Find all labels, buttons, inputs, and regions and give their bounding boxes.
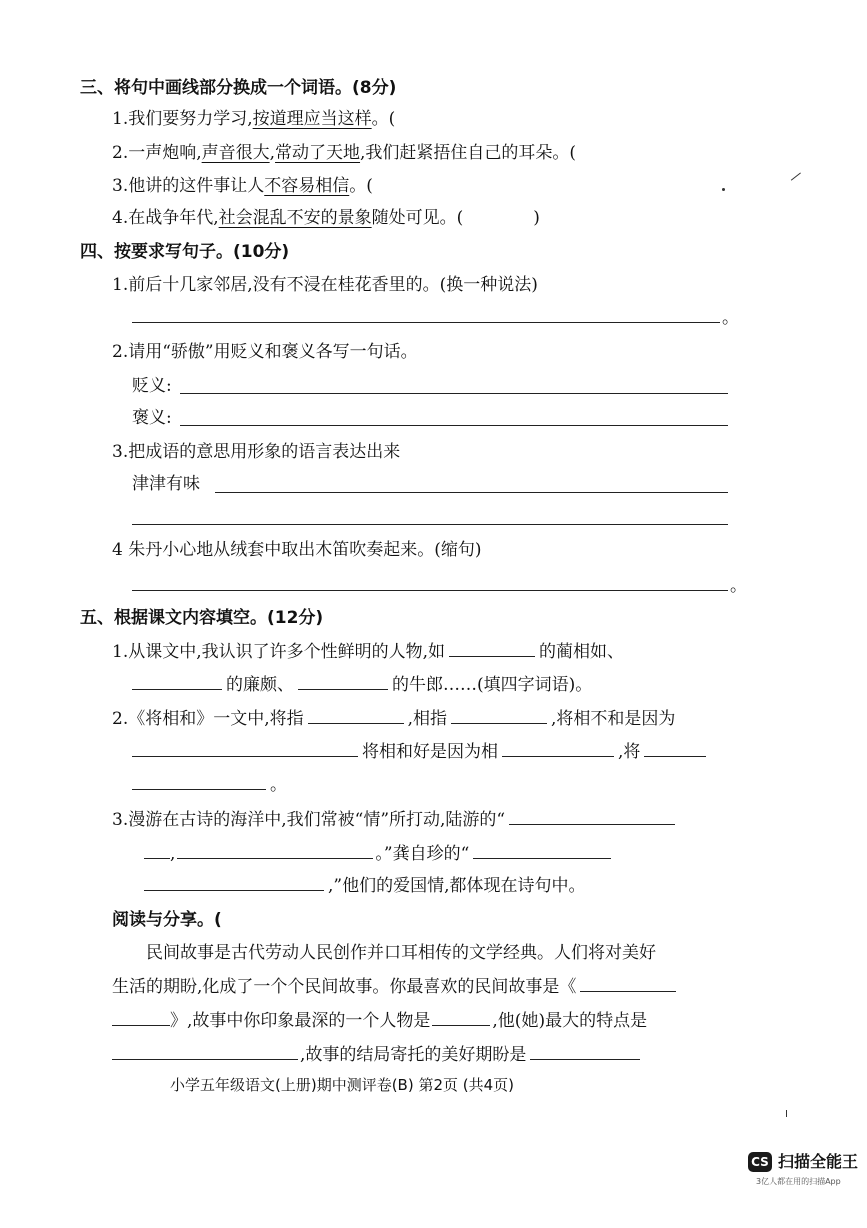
s4-question-4: 4 朱丹小心地从绒套中取出木笛吹奏起来。(缩句) bbox=[112, 540, 482, 560]
s4-question-1: 1.前后十几家邻居,没有不浸在桂花香里的。(换一种说法) bbox=[112, 275, 538, 295]
s5-q3-blank-2[interactable] bbox=[144, 842, 170, 859]
reading-heading: 阅读与分享。( bbox=[112, 910, 222, 930]
s5-q1-blank-1[interactable] bbox=[449, 640, 535, 657]
s4-q2-commendatory-line[interactable] bbox=[180, 425, 728, 426]
s5-q2-text: 2.《将相和》一文中,将指 bbox=[112, 709, 304, 729]
s3-q2-tail: ,我们赶紧捂住自己的耳朵。( bbox=[360, 143, 577, 163]
scan-mark-2 bbox=[786, 1110, 787, 1117]
reading-paragraph-4 bbox=[112, 1043, 640, 1067]
s5-q2-blank-3[interactable] bbox=[132, 740, 358, 757]
s3-q2-underlined-1: 声音很大 bbox=[201, 143, 270, 163]
s5-q2-text-4: 将相和好是因为相 bbox=[362, 742, 498, 762]
s4-q1-answer-line[interactable] bbox=[132, 322, 720, 323]
s4-q3-answer-line-2[interactable] bbox=[132, 524, 728, 525]
s4-q2-commendatory-label: 褒义: bbox=[132, 408, 172, 428]
s5-question-3b bbox=[144, 842, 611, 866]
s3-q3-paren: 。( bbox=[349, 176, 373, 196]
reading-paragraph-1: 民间故事是古代劳动人民创作并口耳相传的文学经典。人们将对美好 bbox=[146, 943, 656, 963]
s5-q3-text-3: ,”他们的爱国情,都体现在诗句中。 bbox=[328, 876, 586, 896]
s5-question-3a bbox=[112, 808, 675, 832]
s4-q2-derogatory-label: 贬义: bbox=[132, 376, 172, 396]
reading-text-2: 生活的期盼,化成了一个个民间故事。你最喜欢的民间故事是《 bbox=[112, 977, 577, 997]
s5-q2-blank-4[interactable] bbox=[502, 740, 614, 757]
s5-q2-text-2: ,相指 bbox=[407, 709, 448, 729]
s3-q4-close-paren: ) bbox=[533, 208, 540, 228]
section4-heading: 四、按要求写句子。(10分) bbox=[80, 242, 290, 262]
scanner-tagline: 3亿人都在用的扫描App bbox=[756, 1177, 841, 1186]
reading-blank-hope[interactable] bbox=[530, 1043, 640, 1060]
s5-q1-text-2: 的蔺相如、 bbox=[539, 642, 625, 662]
section3-heading: 三、将句中画线部分换成一个词语。(8分) bbox=[80, 78, 397, 98]
s5-question-2c bbox=[132, 773, 287, 797]
s5-q1-blank-2[interactable] bbox=[132, 673, 222, 690]
s3-q4-underlined: 社会混乱不安的景象 bbox=[218, 208, 372, 228]
s4-q4-period: 。 bbox=[730, 576, 747, 596]
s3-q1-text: 1.我们要努力学习, bbox=[112, 109, 253, 129]
s3-q1-paren: 。( bbox=[371, 109, 396, 129]
scanner-logo-icon: CS bbox=[748, 1152, 772, 1172]
s3-q2-comma: , bbox=[269, 143, 276, 163]
s5-q1-blank-3[interactable] bbox=[298, 673, 388, 690]
s5-q3-blank-5[interactable] bbox=[144, 874, 324, 891]
s5-question-1b bbox=[132, 673, 592, 697]
s3-question-3 bbox=[112, 174, 373, 198]
s4-q4-answer-line[interactable] bbox=[132, 590, 728, 591]
s3-question-4 bbox=[112, 206, 540, 230]
scanner-watermark bbox=[748, 1150, 860, 1190]
s3-q2-text: 2.一声炮响, bbox=[112, 143, 202, 163]
page-footer: 小学五年级语文(上册)期中测评卷(B) 第2页 (共4页) bbox=[170, 1076, 515, 1094]
s5-q2-blank-6[interactable] bbox=[132, 773, 266, 790]
s3-q4-open-paren: 随处可见。( bbox=[371, 208, 464, 228]
scan-dot bbox=[722, 188, 725, 191]
s5-q2-blank-5[interactable] bbox=[644, 740, 706, 757]
s4-question-3: 3.把成语的意思用形象的语言表达出来 bbox=[112, 442, 401, 462]
s5-q2-blank-2[interactable] bbox=[451, 707, 547, 724]
s4-q3-idiom: 津津有味 bbox=[132, 474, 200, 494]
s5-q1-text-3: 的廉颇、 bbox=[226, 675, 294, 695]
s5-q3-text: 3.漫游在古诗的海洋中,我们常被“情”所打动,陆游的“ bbox=[112, 810, 506, 830]
s5-q1-text: 1.从课文中,我认识了许多个性鲜明的人物,如 bbox=[112, 642, 446, 662]
s4-q3-answer-line-1[interactable] bbox=[215, 492, 728, 493]
reading-paragraph-2 bbox=[112, 975, 676, 999]
s5-q2-period: 。 bbox=[270, 775, 287, 795]
scanner-app-name: 扫描全能王 bbox=[778, 1152, 859, 1171]
s3-q3-text: 3.他讲的这件事让人 bbox=[112, 176, 265, 196]
reading-text-3: 》,故事中你印象最深的一个人物是 bbox=[170, 1011, 431, 1031]
scan-mark bbox=[791, 172, 801, 180]
s5-q3-text-2: 。”龚自珍的“ bbox=[375, 844, 470, 864]
reading-paragraph-3 bbox=[112, 1009, 647, 1033]
reading-blank-story-1[interactable] bbox=[580, 975, 676, 992]
s5-question-2b bbox=[132, 740, 706, 764]
s4-question-2: 2.请用“骄傲”用贬义和褒义各写一句话。 bbox=[112, 342, 418, 362]
s5-q3-comma: , bbox=[170, 844, 176, 864]
s3-q2-underlined-2: 常动了天地 bbox=[275, 143, 361, 163]
s5-q3-blank-3[interactable] bbox=[177, 842, 373, 859]
s5-question-1a bbox=[112, 640, 624, 664]
s4-q1-period: 。 bbox=[722, 308, 739, 328]
s5-q1-text-4: 的牛郎……(填四字词语)。 bbox=[392, 675, 593, 695]
s5-q3-blank-4[interactable] bbox=[473, 842, 611, 859]
reading-text-5: ,故事的结局寄托的美好期盼是 bbox=[300, 1045, 527, 1065]
s3-q3-underlined: 不容易相信 bbox=[264, 176, 350, 196]
s3-q4-text: 4.在战争年代, bbox=[112, 208, 219, 228]
s3-question-1 bbox=[112, 107, 395, 131]
reading-blank-character[interactable] bbox=[432, 1009, 490, 1026]
s5-q2-text-3: ,将相不和是因为 bbox=[551, 709, 676, 729]
reading-text-4: ,他(她)最大的特点是 bbox=[492, 1011, 648, 1031]
s5-q2-blank-1[interactable] bbox=[308, 707, 404, 724]
s5-q2-text-5: ,将 bbox=[618, 742, 641, 762]
reading-blank-trait[interactable] bbox=[112, 1043, 298, 1060]
reading-blank-story-2[interactable] bbox=[112, 1009, 170, 1026]
s5-question-3c bbox=[144, 874, 586, 898]
s5-q3-blank-1[interactable] bbox=[509, 808, 675, 825]
section5-heading: 五、根据课文内容填空。(12分) bbox=[80, 608, 324, 628]
s3-q1-underlined: 按道理应当这样 bbox=[252, 109, 372, 129]
s3-question-2 bbox=[112, 141, 576, 165]
s5-question-2a bbox=[112, 707, 675, 731]
s4-q2-derogatory-line[interactable] bbox=[180, 393, 728, 394]
